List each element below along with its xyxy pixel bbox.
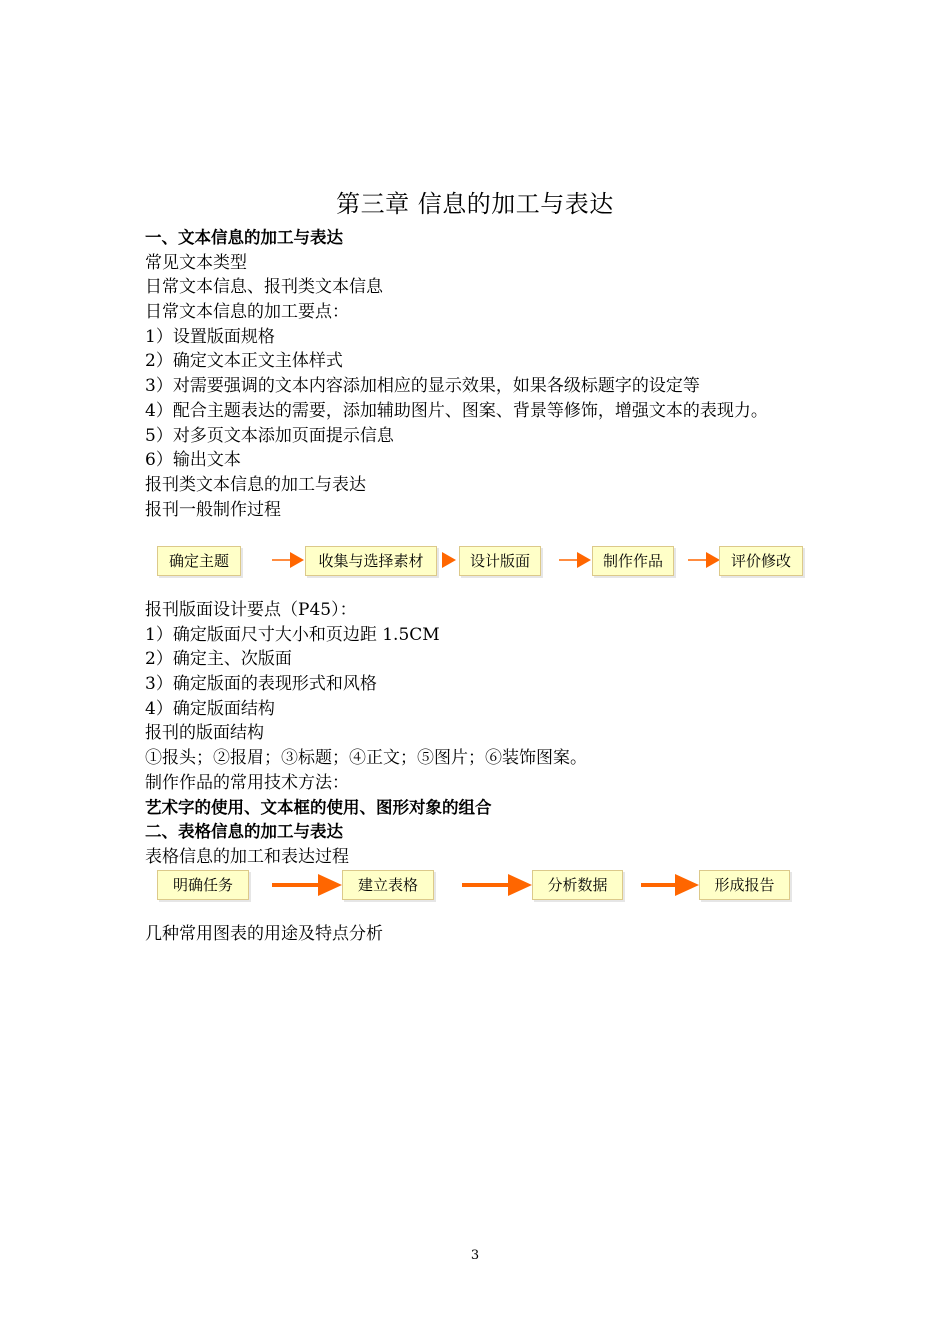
section-heading: 二、表格信息的加工与表达 — [145, 822, 343, 842]
text-line: 1）确定版面尺寸大小和页边距 1.5CM — [145, 624, 440, 645]
arrow-right-icon — [688, 550, 722, 570]
document-body-continued — [145, 598, 825, 870]
document-body — [145, 226, 825, 522]
text-line: 几种常用图表的用途及特点分析 — [145, 924, 383, 944]
arrow-right-icon — [440, 550, 460, 570]
flow-step-box: 评价修改 — [719, 546, 803, 576]
flow-step-box: 建立表格 — [342, 870, 434, 900]
arrow-right-icon — [462, 872, 534, 898]
flow-step-box: 分析数据 — [532, 870, 623, 900]
text-line: 3）确定版面的表现形式和风格 — [145, 674, 377, 695]
text-line: 3）对需要强调的文本内容添加相应的显示效果，如果各级标题字的设定等 — [145, 376, 700, 397]
text-line: 制作作品的常用技术方法： — [145, 772, 349, 793]
text-line: 5）对多页文本添加页面提示信息 — [145, 425, 394, 446]
arrow-right-icon — [559, 550, 593, 570]
text-line: 4）确定版面结构 — [145, 698, 275, 719]
text-line: 1）设置版面规格 — [145, 326, 275, 347]
section-heading: 一、文本信息的加工与表达 — [145, 228, 343, 247]
text-line: ①报头；②报眉；③标题；④正文；⑤图片；⑥装饰图案。 — [145, 748, 587, 769]
text-line: 4）配合主题表达的需要，添加辅助图片、图案、背景等修饰，增强文本的表现力。 — [145, 400, 768, 421]
chapter-title: 第三章 信息的加工与表达 — [336, 190, 614, 218]
text-line: 报刊一般制作过程 — [145, 499, 281, 520]
document-body-end — [145, 922, 825, 947]
text-line: 报刊类文本信息的加工与表达 — [145, 474, 366, 495]
arrow-right-icon — [272, 872, 344, 898]
table-process-flow — [0, 870, 950, 902]
text-line: 2）确定文本正文主体样式 — [145, 351, 343, 372]
flow-step-box: 明确任务 — [157, 870, 249, 900]
text-line: 6）输出文本 — [145, 450, 241, 471]
flow-step-box: 确定主题 — [157, 546, 241, 576]
flow-step-box: 收集与选择素材 — [305, 546, 437, 576]
text-line: 日常文本信息、报刊类文本信息 — [145, 277, 383, 298]
arrow-right-icon — [272, 550, 306, 570]
text-line: 常见文本类型 — [145, 252, 247, 273]
text-line: 2）确定主、次版面 — [145, 649, 292, 670]
text-line: 表格信息的加工和表达过程 — [145, 846, 349, 867]
text-line: 报刊版面设计要点（P45）： — [145, 600, 357, 620]
text-line: 日常文本信息的加工要点： — [145, 302, 349, 323]
page-number: 3 — [470, 1248, 480, 1263]
arrow-right-icon — [641, 872, 701, 898]
text-line: 报刊的版面结构 — [145, 723, 264, 744]
flow-step-box: 设计版面 — [459, 546, 541, 576]
flow-step-box: 制作作品 — [592, 546, 674, 576]
bold-text-line: 艺术字的使用、文本框的使用、图形对象的组合 — [145, 797, 492, 817]
flow-step-box: 形成报告 — [699, 870, 790, 900]
newspaper-process-flow — [0, 546, 950, 578]
